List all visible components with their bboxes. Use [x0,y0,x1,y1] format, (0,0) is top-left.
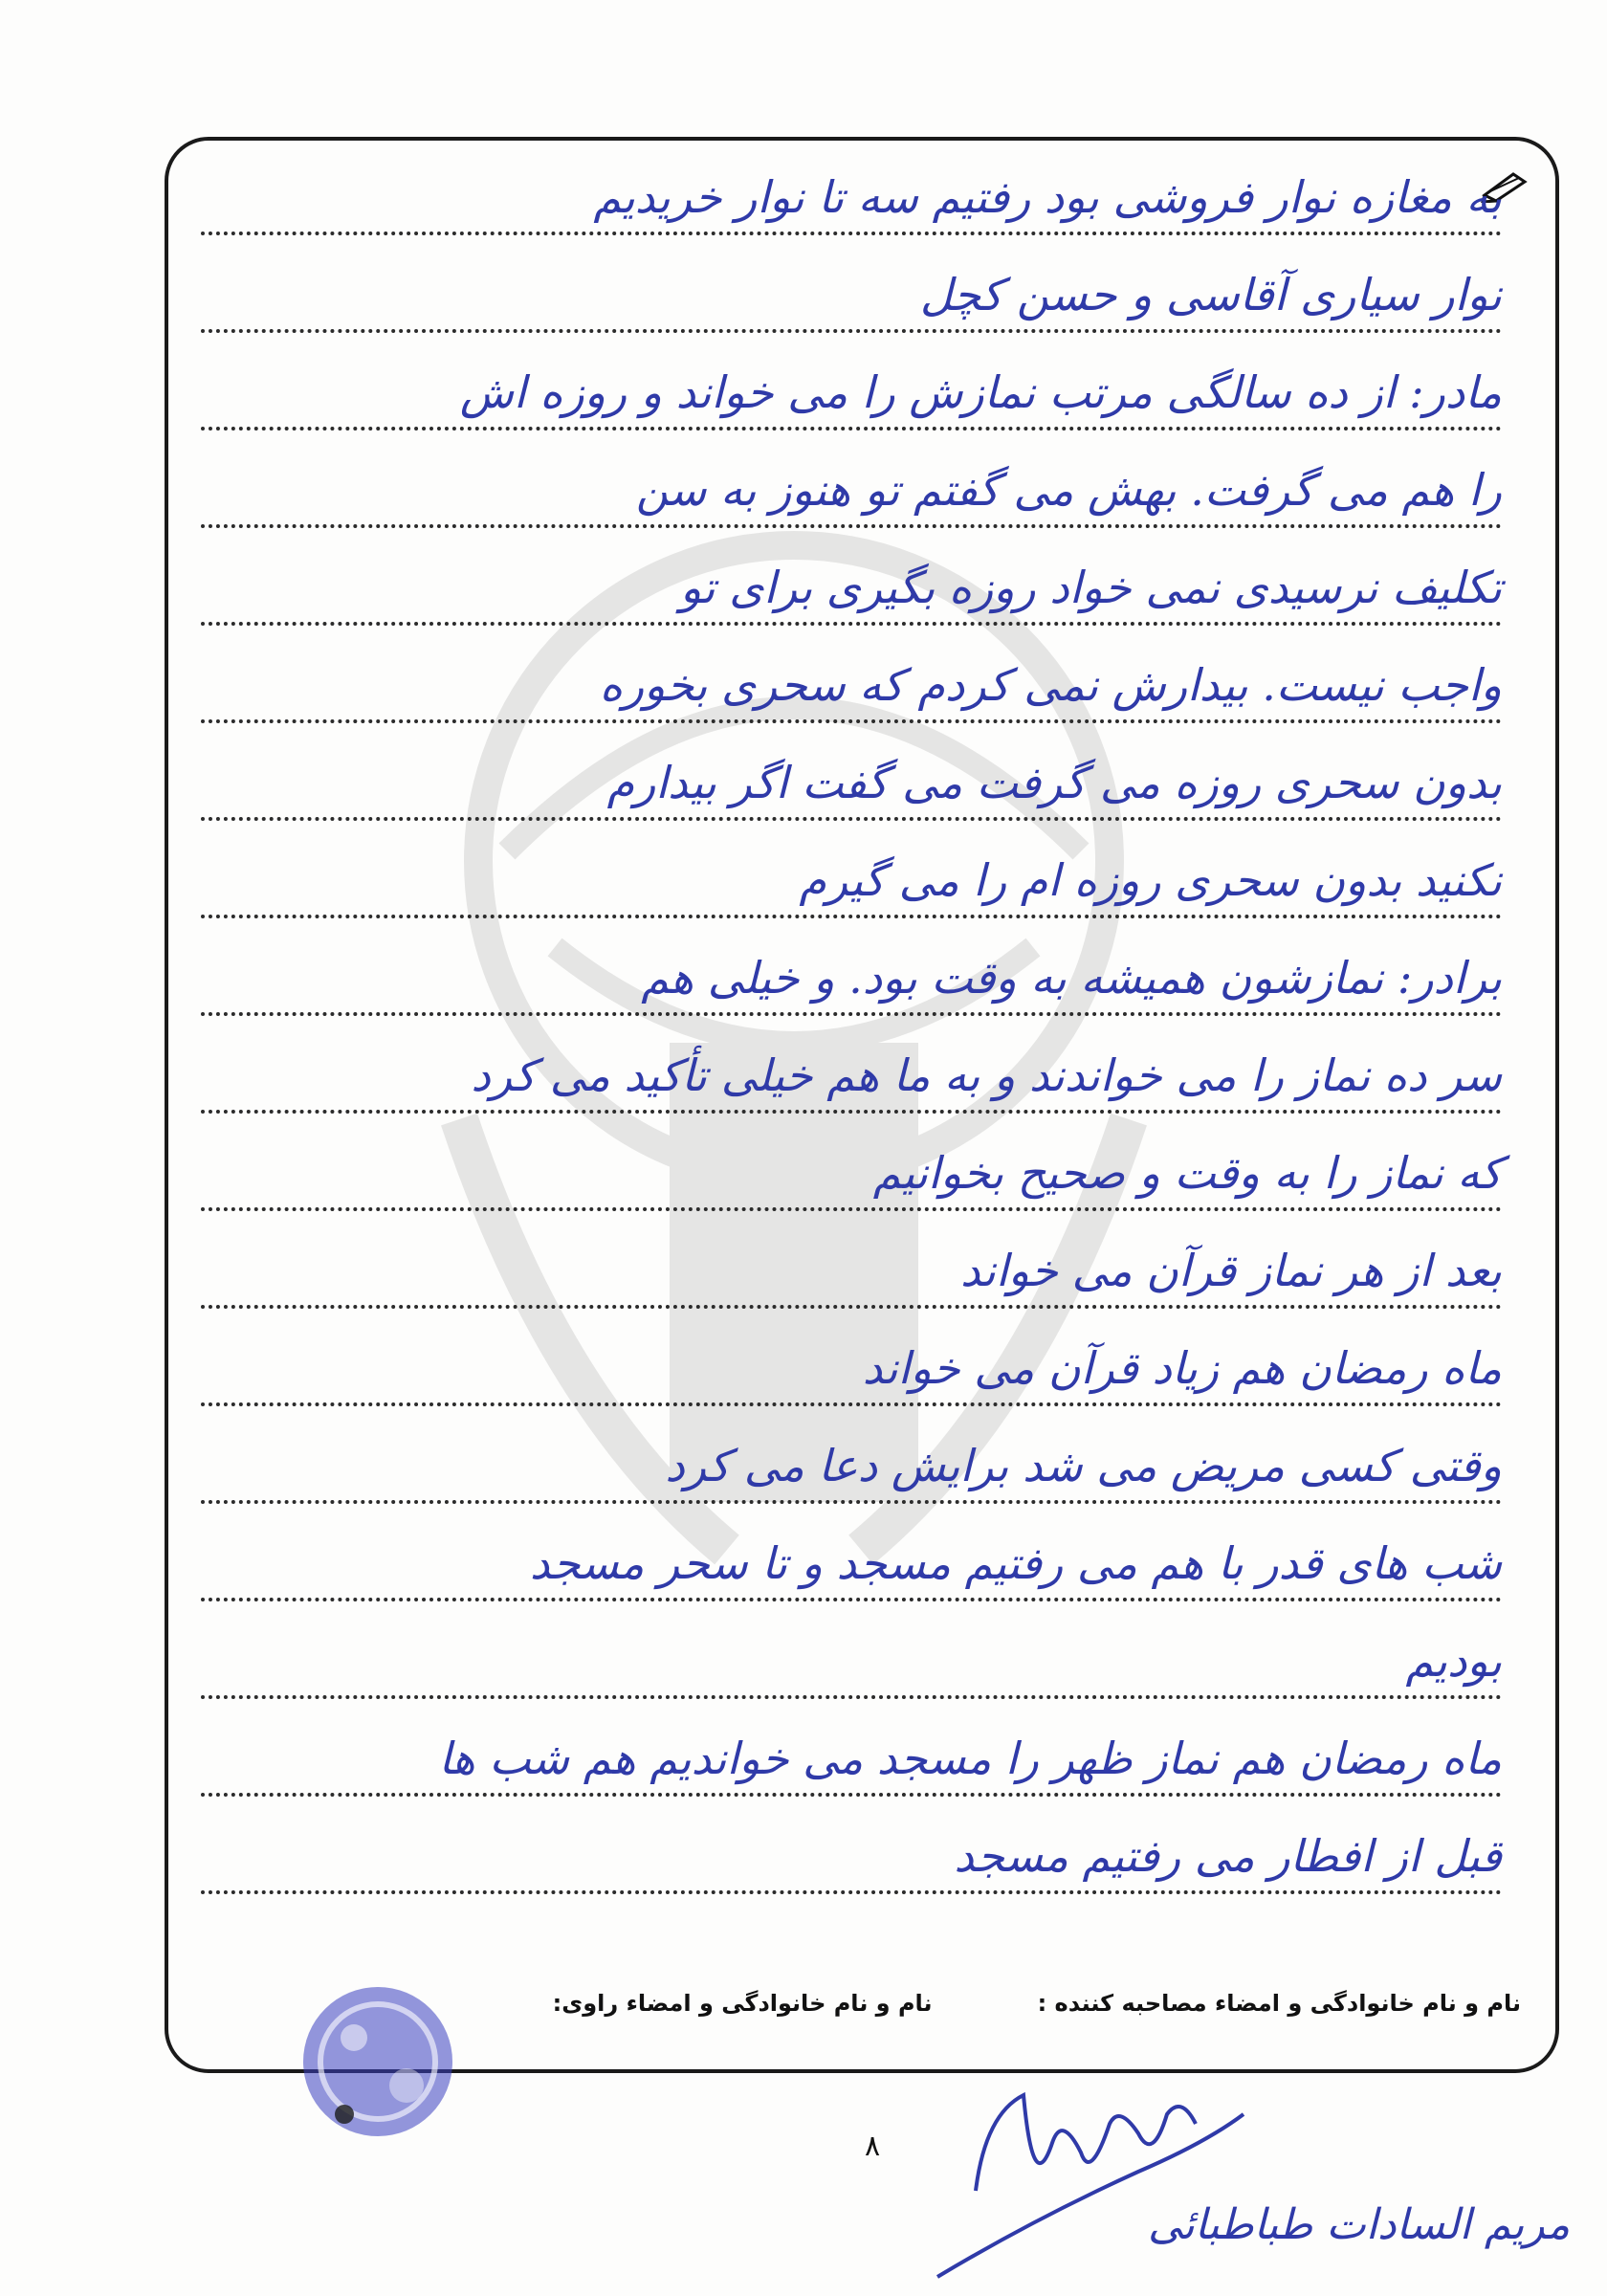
handwritten-signature [918,2057,1263,2296]
handwritten-line [201,1802,1502,1894]
handwritten-line [201,1119,1502,1211]
handwritten-text: تکلیف نرسیدی نمی خواد روزه بگیری برای تو [680,562,1502,613]
handwritten-text: بعد از هر نماز قرآن می خواند [960,1245,1502,1296]
handwritten-text: قبل از افطار می رفتیم مسجد [954,1830,1502,1882]
handwritten-line [201,1510,1502,1601]
handwritten-text: به مغازه نوار فروشی بود رفتیم سه تا نوار خریدیم [593,171,1502,223]
handwritten-text: ماه رمضان هم نماز ظهر را مسجد می خواندیم هم شب ها [438,1733,1502,1784]
stamp-seal [287,1971,469,2152]
handwritten-line [201,436,1502,528]
handwritten-line [201,241,1502,333]
handwritten-line [201,1412,1502,1504]
handwritten-line [201,534,1502,626]
handwritten-text: نکنید بدون سحری روزه ام را می گیرم [799,854,1502,906]
handwritten-text: شب های قدر با هم می رفتیم مسجد و تا سحر مسجد [529,1537,1502,1589]
handwritten-text: را هم می گرفت. بهش می گفتم تو هنوز به سن [635,464,1502,516]
handwritten-text: بودیم [1405,1635,1502,1687]
handwritten-text: سر ده نماز را می خواندند و به ما هم خیلی تأکید می کرد [471,1049,1502,1101]
handwritten-text: واجب نیست. بیدارش نمی کردم که سحری بخوره [599,659,1502,711]
handwritten-line [201,924,1502,1016]
handwritten-line [201,729,1502,821]
handwritten-text: وقتی کسی مریض می شد برایش دعا می کرد [665,1440,1502,1491]
handwritten-line [201,1022,1502,1114]
handwritten-line [201,1705,1502,1797]
handwritten-line [201,1607,1502,1699]
page-number: ۸ [865,2130,881,2163]
handwritten-text: ماه رمضان هم زیاد قرآن می خواند [862,1342,1502,1394]
handwritten-text: که نماز را به وقت و صحیح بخوانیم [872,1147,1502,1199]
interviewer-signature-label: نام و نام خانوادگی و امضاء مصاحبه کننده : [1037,1990,1521,2017]
handwritten-text: بدون سحری روزه می گرفت می گفت اگر بیدارم [606,757,1502,808]
handwritten-text: مادر: از ده سالگی مرتب نمازش را می خواند و روزه اش [459,366,1502,418]
handwritten-line [201,827,1502,918]
handwritten-line [201,631,1502,723]
handwritten-line [201,144,1502,235]
handwritten-text: نوار سیاری آقاسی و حسن کچل [919,269,1502,320]
handwritten-line [201,1314,1502,1406]
narrator-signature-label: نام و نام خانوادگی و امضاء راوی: [552,1990,933,2017]
handwritten-line [201,1217,1502,1309]
handwritten-text: برادر: نمازشون همیشه به وقت بود. و خیلی هم [641,952,1502,1004]
handwritten-line [201,339,1502,430]
signer-name: مریم السادات طباطبائی [1148,2200,1571,2249]
